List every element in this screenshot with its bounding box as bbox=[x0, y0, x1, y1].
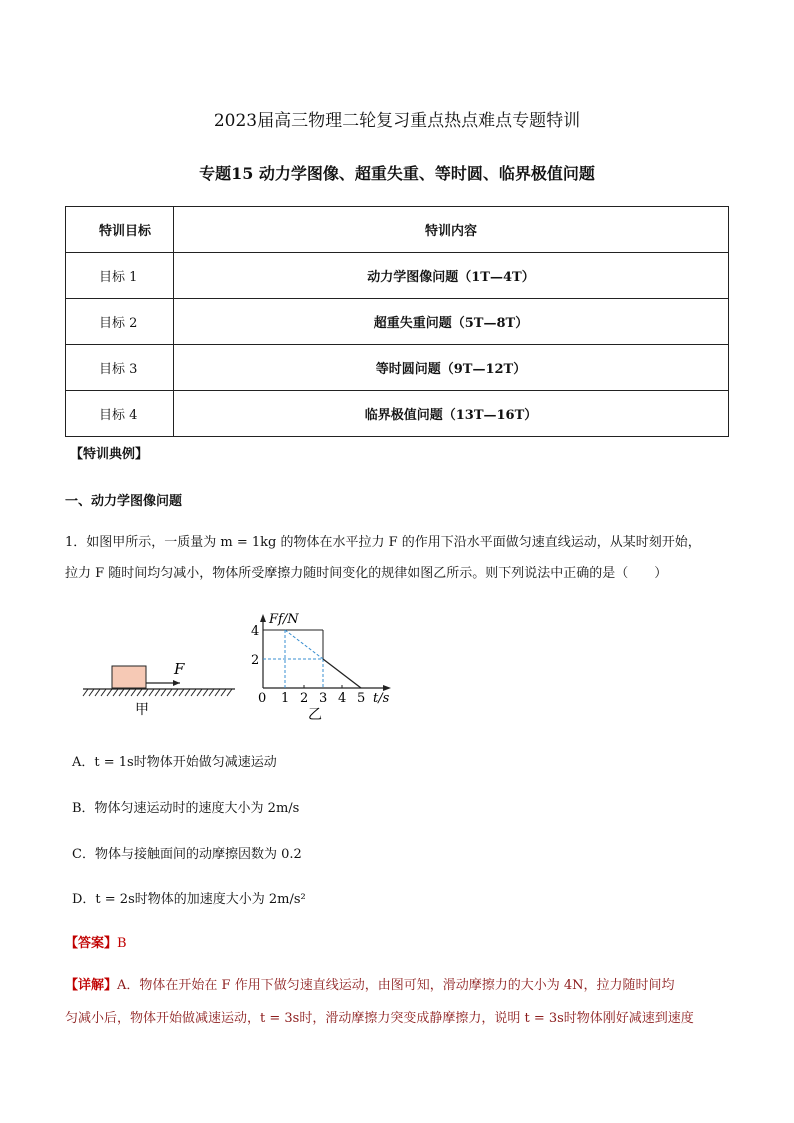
table-header-goal: 特训目标 bbox=[66, 207, 174, 253]
table-row bbox=[66, 299, 729, 345]
figure-yi-label: 乙 bbox=[308, 707, 322, 723]
table-row bbox=[66, 391, 729, 437]
figure-yi-graph bbox=[245, 608, 405, 723]
dashed-line-slope bbox=[285, 630, 323, 659]
detail-line-1 bbox=[65, 975, 745, 997]
x-tick-label-5: 5 bbox=[357, 691, 366, 706]
y-tick-label-2: 2 bbox=[251, 653, 260, 668]
block-shape bbox=[112, 666, 146, 688]
figure-jia-label: 甲 bbox=[135, 702, 149, 718]
force-label: F bbox=[174, 660, 185, 678]
table-cell-goal: 目标 1 bbox=[66, 253, 174, 299]
option-c: C．物体与接触面间的动摩擦因数为 0.2 bbox=[72, 847, 302, 862]
option-d: D．t = 2s时物体的加速度大小为 2m/s² bbox=[72, 892, 306, 907]
question-line-1: 1．如图甲所示，一质量为 m = 1kg 的物体在水平拉力 F 的作用下沿水平面做匀速直线运动，从某时刻开始， bbox=[65, 535, 701, 550]
x-tick-label-4: 4 bbox=[338, 691, 347, 706]
detail-text-1: A．物体在开始在 F 作用下做匀速直线运动，由图可知，滑动摩擦力的大小为 4N，拉力随时间均 bbox=[117, 978, 675, 993]
table-cell-content: 超重失重问题（5T—8T） bbox=[174, 299, 729, 345]
option-b: B．物体匀速运动时的速度大小为 2m/s bbox=[72, 801, 300, 816]
table-row bbox=[66, 345, 729, 391]
page-subtitle: 专题15 动力学图像、超重失重、等时圆、临界极值问题 bbox=[199, 164, 595, 183]
table-header-content: 特训内容 bbox=[174, 207, 729, 253]
y-axis-label: Ff/N bbox=[269, 612, 299, 627]
section-label: 【特训典例】 bbox=[70, 447, 149, 462]
section-title: 一、动力学图像问题 bbox=[65, 494, 183, 509]
y-tick-label-4: 4 bbox=[251, 624, 260, 639]
table-cell-goal: 目标 3 bbox=[66, 345, 174, 391]
detail-label: 【详解】 bbox=[65, 978, 118, 993]
table-row bbox=[66, 253, 729, 299]
x-tick-label-0: 0 bbox=[258, 691, 267, 706]
x-tick-label-1: 1 bbox=[281, 691, 290, 706]
question-line-2: 拉力 F 随时间均匀减小，物体所受摩擦力随时间变化的规律如图乙所示。则下列说法中正确的是（ ） bbox=[65, 566, 668, 581]
force-arrowhead bbox=[173, 680, 180, 686]
friction-line bbox=[323, 659, 361, 688]
page-title: 2023届高三物理二轮复习重点热点难点专题特训 bbox=[213, 111, 581, 131]
table-cell-content: 等时圆问题（9T—12T） bbox=[174, 345, 729, 391]
table-cell-content: 临界极值问题（13T—16T） bbox=[174, 391, 729, 437]
table-cell-goal: 目标 2 bbox=[66, 299, 174, 345]
detail-line-2: 匀减小后，物体开始做减速运动，t = 3s时，滑动摩擦力突变成静摩擦力，说明 t = 3s时物体刚好减速到速度 bbox=[65, 1011, 694, 1026]
answer-value: B bbox=[117, 936, 127, 951]
table-header-row bbox=[66, 207, 729, 253]
x-tick-label-3: 3 bbox=[319, 691, 328, 706]
goals-table bbox=[65, 206, 729, 437]
y-axis-arrow bbox=[260, 614, 266, 622]
table-cell-goal: 目标 4 bbox=[66, 391, 174, 437]
ground-hatch bbox=[83, 689, 232, 696]
x-tick-label-2: 2 bbox=[300, 691, 309, 706]
option-a: A．t = 1s时物体开始做匀减速运动 bbox=[72, 755, 277, 770]
answer-label: 【答案】 bbox=[65, 936, 118, 951]
table-cell-content: 动力学图像问题（1T—4T） bbox=[174, 253, 729, 299]
x-axis-label: t/s bbox=[373, 691, 390, 706]
answer-line bbox=[65, 932, 127, 951]
figure-jia bbox=[80, 650, 240, 720]
